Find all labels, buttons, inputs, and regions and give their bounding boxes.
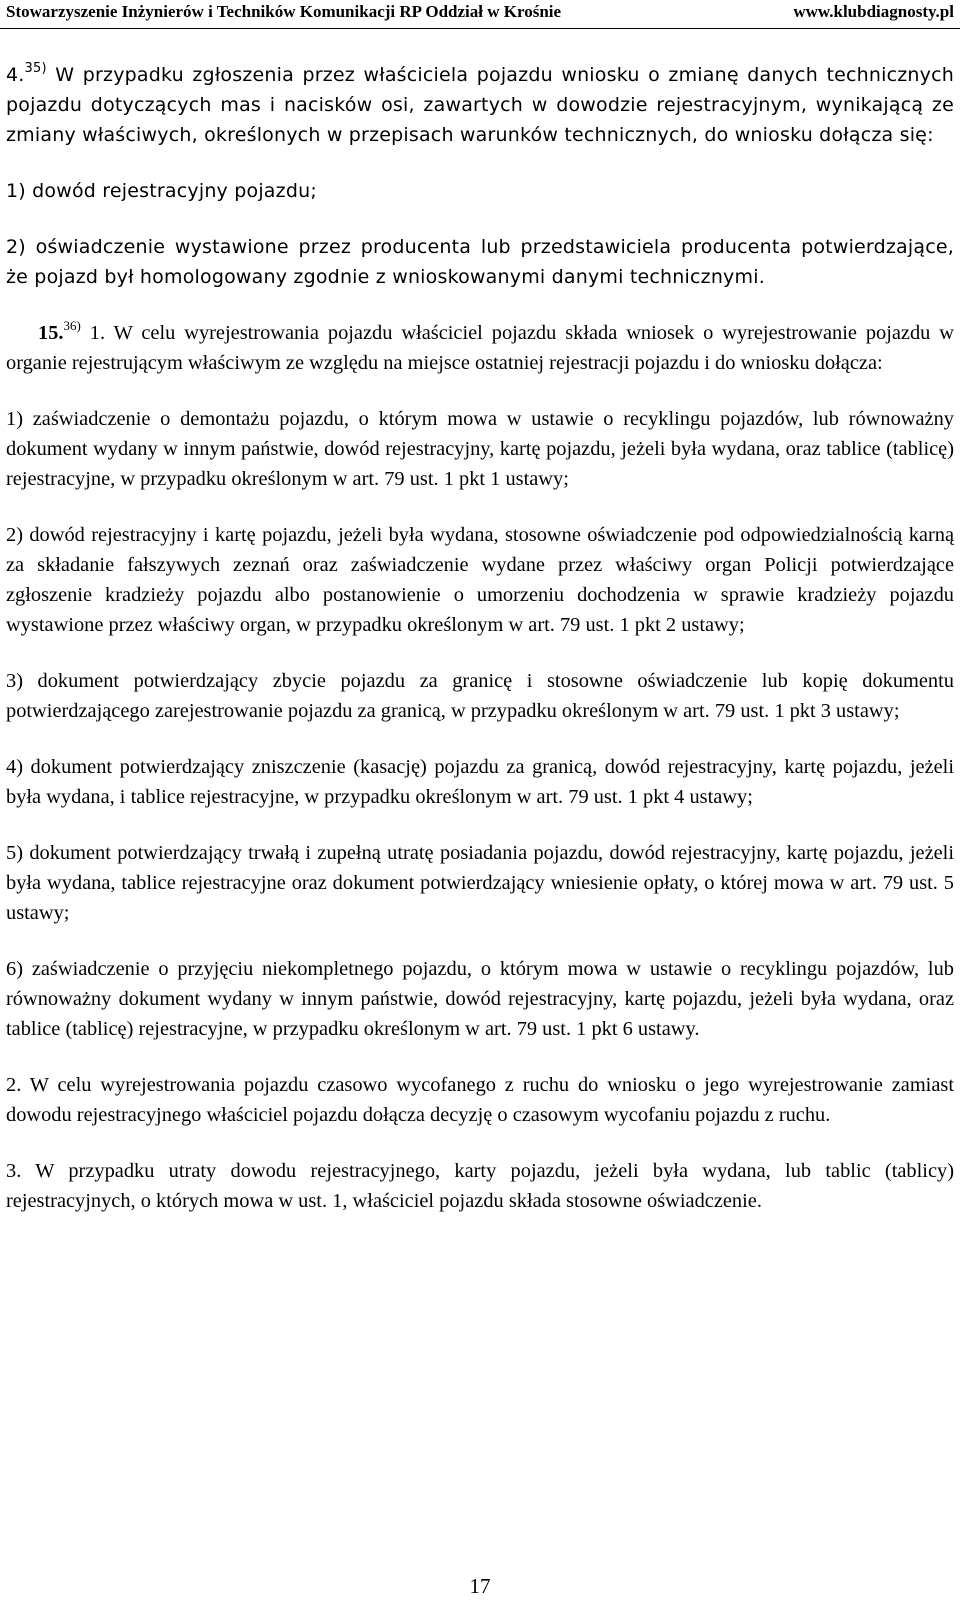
footnote-35: 35)	[24, 61, 47, 76]
section-15-number: 15.	[38, 322, 64, 344]
header-website: www.klubdiagnosty.pl	[793, 2, 954, 21]
document-body	[6, 60, 954, 1242]
section-15-paragraph-3: 3. W przypadku utraty dowodu rejestracyjnego, karty pojazdu, jeżeli była wydana, lub tablic (tablicy) rejestracyjnych, o których mowa w ust. 1, właściciel pojazdu składa stosowne oświadczenie.	[6, 1160, 954, 1212]
section-4-number: 4.	[6, 64, 25, 86]
section-15-item-3: 3) dokument potwierdzający zbycie pojazdu za granicę i stosowne oświadczenie lub kopię dokumentu potwierdzającego zarejestrowanie pojazdu za granicą, w przypadku określonym w art. 79 ust. 1 pkt 3 ustawy;	[6, 670, 954, 722]
page-header	[0, 0, 960, 24]
section-15-item-5: 5) dokument potwierdzający trwałą i zupełną utratę posiadania pojazdu, dowód rejestracyjny, kartę pojazdu, jeżeli była wydana, tablice rejestracyjne oraz dokument potwierdzający wniesienie opłaty, o której mowa w art. 79 ust. 5 ustawy;	[6, 842, 954, 924]
header-divider	[0, 28, 960, 29]
section-15-item-2: 2) dowód rejestracyjny i kartę pojazdu, jeżeli była wydana, stosowne oświadczenie pod odpowiedzialnością karną za składanie fałszywych zeznań oraz zaświadczenie wydane przez właściwy organ Policji potwierdzające zgłoszenie kradzieży pojazdu albo postanowienie o umorzeniu dochodzenia w sprawie kradzieży pojazdu wystawione przez właściwy organ, w przypadku określonym w art. 79 ust. 1 pkt 2 ustawy;	[6, 524, 954, 636]
section-4-item-2: 2) oświadczenie wystawione przez producenta lub przedstawiciela producenta potwierdzające, że pojazd był homologowany zgodnie z wnioskowanymi danymi technicznymi.	[6, 236, 954, 288]
section-4-item-1: 1) dowód rejestracyjny pojazdu;	[6, 180, 317, 202]
section-15-intro	[6, 318, 954, 378]
section-4-intro	[6, 60, 954, 150]
section-4-intro-text: W przypadku zgłoszenia przez właściciela pojazdu wniosku o zmianę danych technicznych pojazdu dotyczących mas i nacisków osi, zawartych w dowodzie rejestracyjnym, wynikającą ze zmiany właściwych, określonych w przepisach warunków technicznych, do wniosku dołącza się:	[6, 64, 954, 146]
section-15-intro-text: 1. W celu wyrejestrowania pojazdu właściciel pojazdu składa wniosek o wyrejestrowanie pojazdu w organie rejestrującym właściwym ze względu na miejsce ostatniej rejestracji pojazdu i do wniosku dołącza:	[6, 322, 954, 374]
page-number: 17	[469, 1574, 491, 1598]
section-15-item-6: 6) zaświadczenie o przyjęciu niekompletnego pojazdu, o którym mowa w ustawie o recyklingu pojazdów, lub równoważny dokument wydany w innym państwie, dowód rejestracyjny, kartę pojazdu, jeżeli była wydana, oraz tablice (tablicę) rejestracyjne, w przypadku określonym w art. 79 ust. 1 pkt 6 ustawy.	[6, 958, 954, 1040]
section-15-item-1: 1) zaświadczenie o demontażu pojazdu, o którym mowa w ustawie o recyklingu pojazdów, lub równoważny dokument wydany w innym państwie, dowód rejestracyjny, kartę pojazdu, jeżeli była wydana, oraz tablice (tablicę) rejestracyjne, w przypadku określonym w art. 79 ust. 1 pkt 1 ustawy;	[6, 408, 954, 490]
section-15-paragraph-2: 2. W celu wyrejestrowania pojazdu czasowo wycofanego z ruchu do wniosku o jego wyrejestrowanie zamiast dowodu rejestracyjnego właściciel pojazdu dołącza decyzję o czasowym wycofaniu pojazdu z ruchu.	[6, 1074, 954, 1126]
header-organization: Stowarzyszenie Inżynierów i Techników Komunikacji RP Oddział w Krośnie	[6, 2, 562, 21]
footnote-36: 36)	[63, 318, 81, 333]
section-15-item-4: 4) dokument potwierdzający zniszczenie (kasację) pojazdu za granicą, dowód rejestracyjny, kartę pojazdu, jeżeli była wydana, i tablice rejestracyjne, w przypadku określonym w art. 79 ust. 1 pkt 4 ustawy;	[6, 756, 954, 808]
